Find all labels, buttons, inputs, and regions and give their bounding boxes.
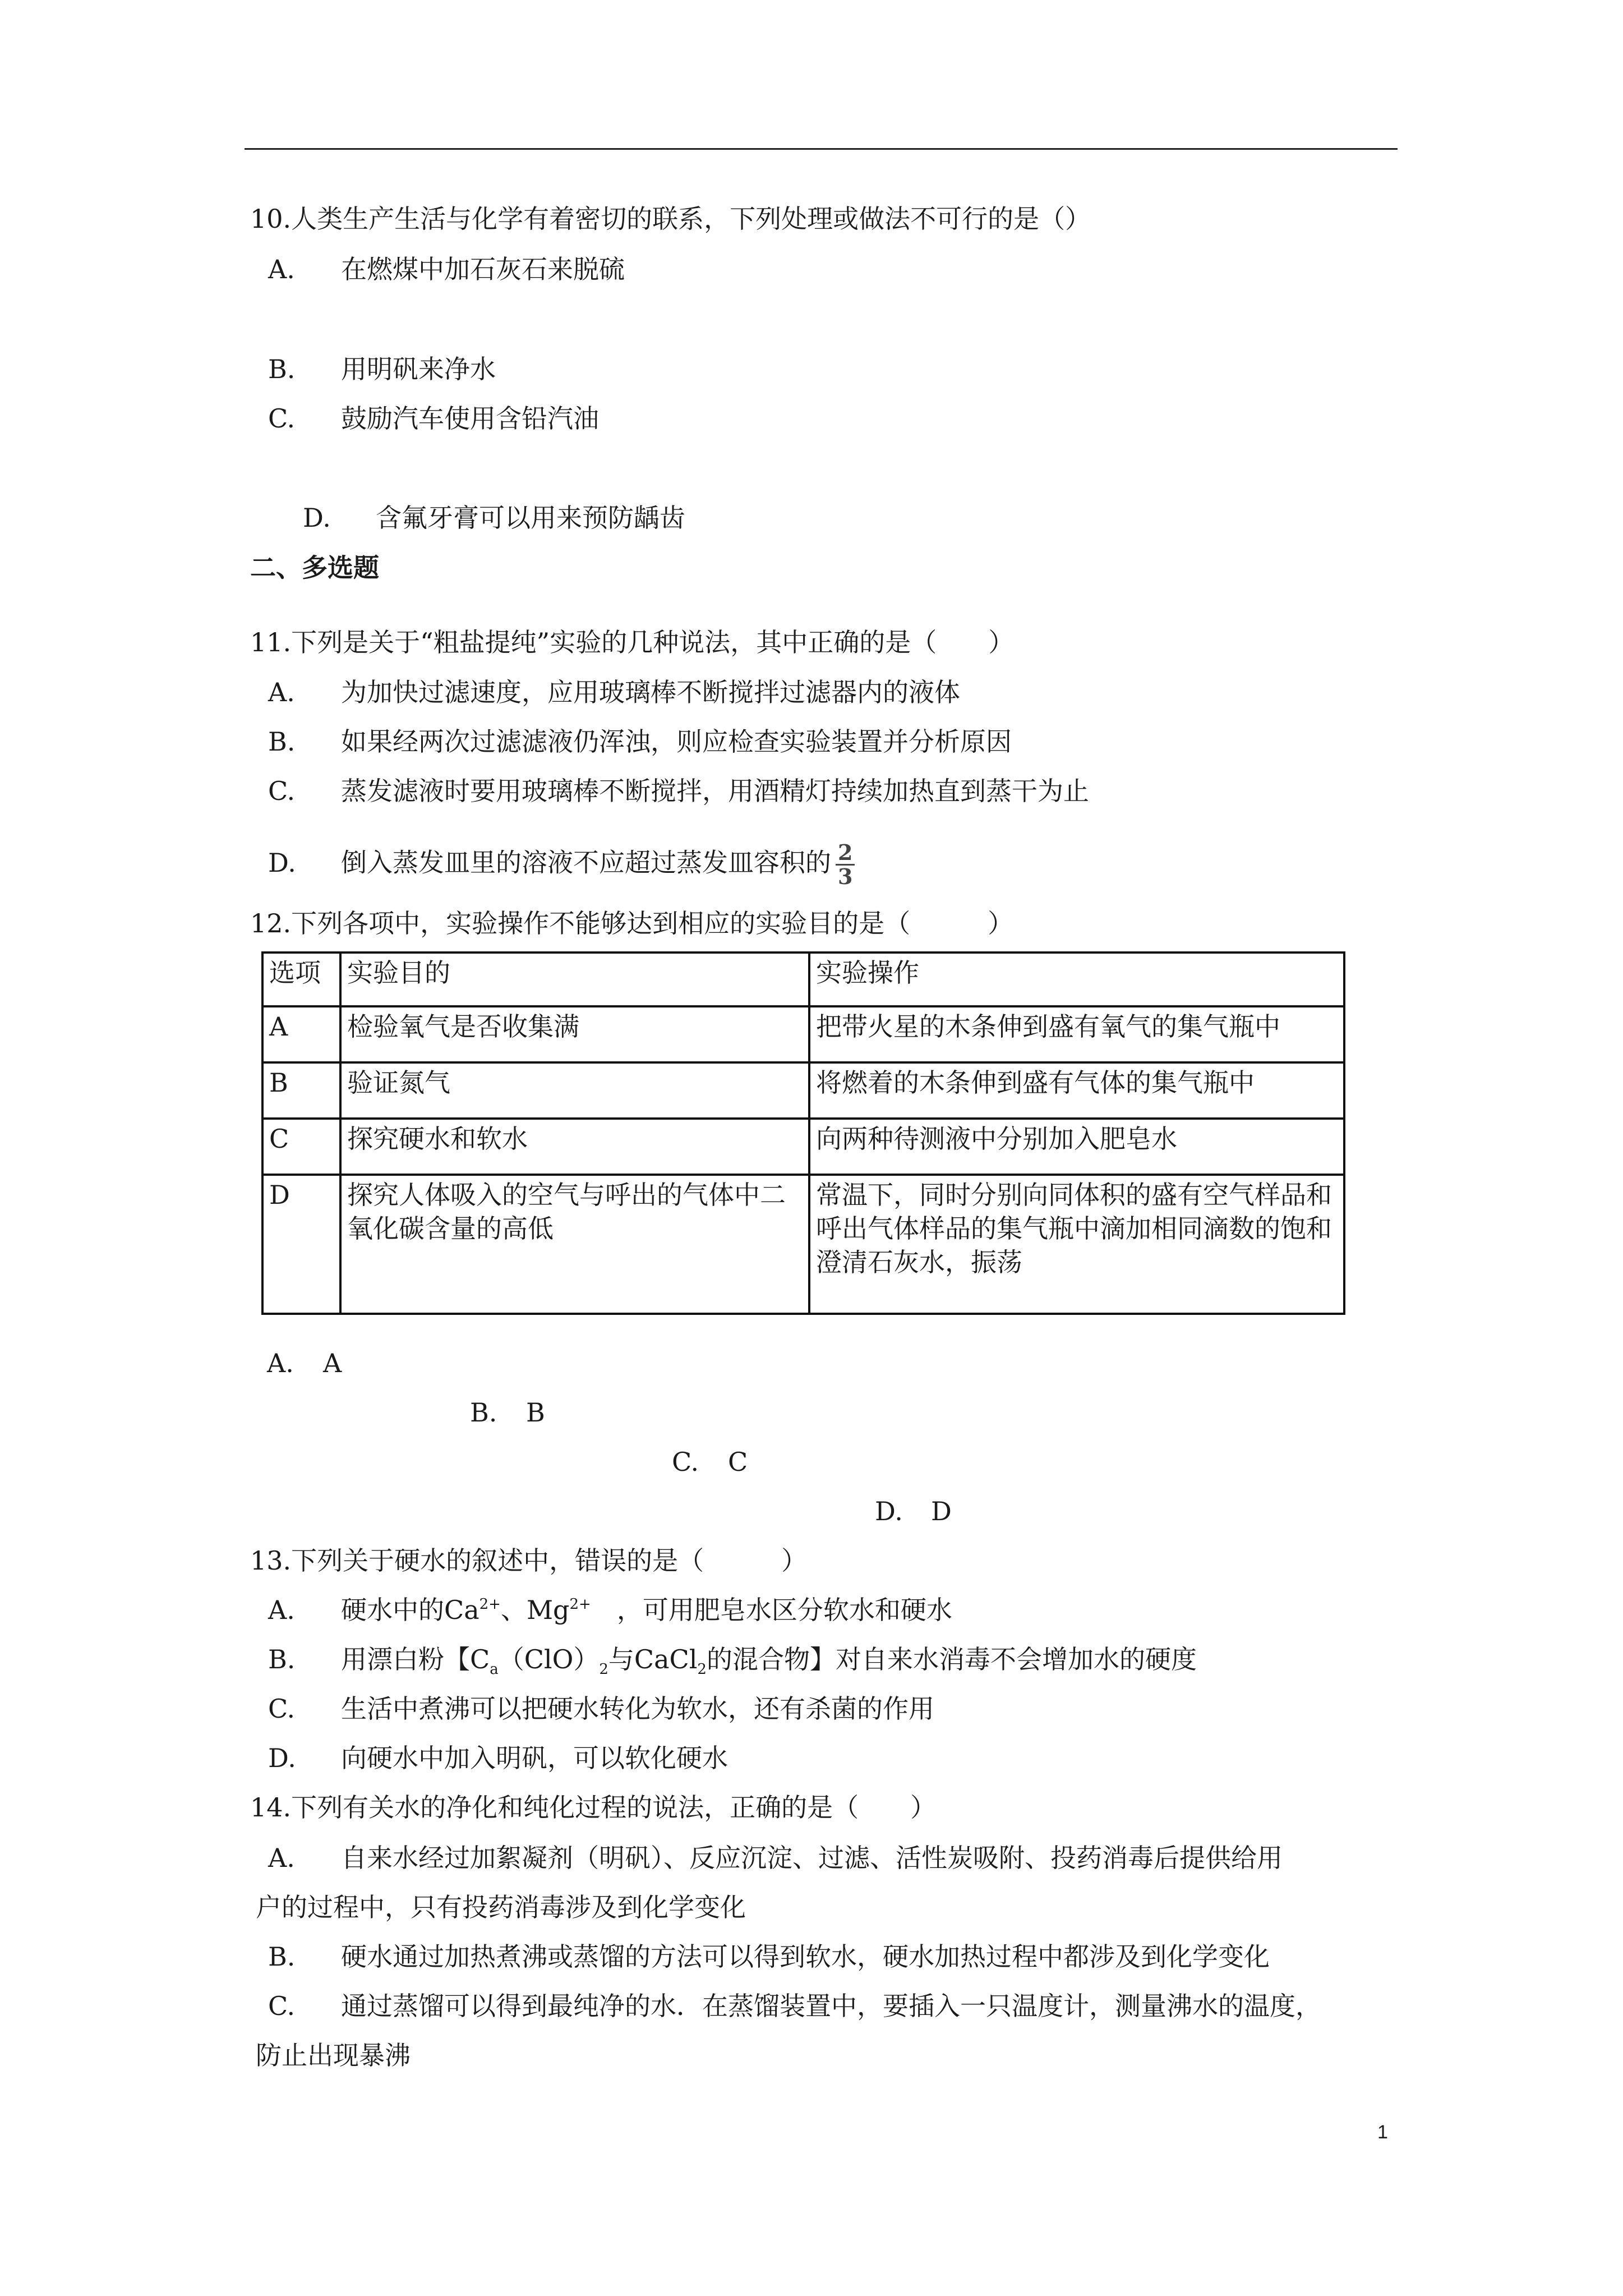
option-label: D. bbox=[875, 1496, 903, 1526]
table-row bbox=[262, 1119, 1344, 1175]
option-text: 用漂白粉【C bbox=[341, 1644, 490, 1674]
option-text: C bbox=[728, 1447, 748, 1477]
q14-stem: 14.下列有关水的净化和纯化过程的说法，正确的是（ ） bbox=[250, 1792, 937, 1823]
option-text: 向硬水中加入明矾，可以软化硬水 bbox=[341, 1743, 728, 1773]
table-row bbox=[262, 1062, 1344, 1119]
option-text: 为加快过滤速度，应用玻璃棒不断搅拌过滤器内的液体 bbox=[341, 677, 960, 707]
table-cell: 常温下，同时分别向同体积的盛有空气样品和呼出气体样品的集气瓶中滴加相同滴数的饱和澄清石灰水，振荡 bbox=[809, 1175, 1344, 1314]
q13-option-b bbox=[268, 1642, 1197, 1676]
option-text: ，可用肥皂水区分软水和硬水 bbox=[591, 1595, 952, 1625]
option-text: 自来水经过加絮凝剂（明矾）、反应沉淀、过滤、活性炭吸附、投药消毒后提供给用 bbox=[341, 1843, 1283, 1873]
table-cell: 探究人体吸入的空气与呼出的气体中二氧化碳含量的高低 bbox=[340, 1175, 809, 1314]
option-text: 鼓励汽车使用含铅汽油 bbox=[341, 403, 599, 434]
q10-option-d bbox=[303, 501, 685, 535]
q14-option-a bbox=[268, 1841, 1283, 1875]
q14-option-c bbox=[268, 1989, 1321, 2023]
option-text: （ClO） bbox=[498, 1644, 600, 1674]
table-row bbox=[262, 1006, 1344, 1062]
table-header-cell: 实验操作 bbox=[809, 953, 1344, 1006]
table-cell: 将燃着的木条伸到盛有气体的集气瓶中 bbox=[809, 1062, 1344, 1119]
option-label: B. bbox=[470, 1397, 497, 1428]
option-text: 、Mg bbox=[500, 1595, 570, 1625]
table-row bbox=[262, 1175, 1344, 1314]
option-label: C. bbox=[268, 776, 296, 806]
q12-option-d bbox=[875, 1494, 952, 1528]
option-text: 生活中煮沸可以把硬水转化为软水，还有杀菌的作用 bbox=[341, 1694, 934, 1724]
q14-option-c-cont: 防止出现暴沸 bbox=[256, 2040, 411, 2070]
option-text: A bbox=[323, 1348, 342, 1378]
q10-option-a bbox=[268, 252, 625, 286]
q11-option-c bbox=[268, 774, 1089, 808]
q12-option-a bbox=[267, 1346, 342, 1380]
q11-option-b bbox=[268, 725, 1012, 758]
option-text: 的混合物】对自来水消毒不会增加水的硬度 bbox=[706, 1644, 1197, 1674]
option-text: B bbox=[526, 1397, 545, 1428]
q13-stem: 13.下列关于硬水的叙述中，错误的是（ ） bbox=[250, 1545, 808, 1576]
option-text: 与CaCl bbox=[608, 1644, 698, 1674]
table-cell: C bbox=[262, 1119, 340, 1175]
option-text: 如果经两次过滤滤液仍浑浊，则应检查实验装置并分析原因 bbox=[341, 726, 1012, 757]
q11-option-d bbox=[268, 841, 855, 888]
fraction bbox=[836, 841, 855, 888]
option-label: A. bbox=[268, 254, 295, 284]
option-label: B. bbox=[268, 354, 296, 384]
q10-option-c bbox=[268, 402, 599, 435]
table-cell: B bbox=[262, 1062, 340, 1119]
q12-option-b bbox=[470, 1396, 545, 1429]
table-cell: 探究硬水和软水 bbox=[340, 1119, 809, 1175]
option-label: A. bbox=[268, 677, 295, 707]
option-text: 通过蒸馏可以得到最纯净的水．在蒸馏装置中，要插入一只温度计，测量沸水的温度， bbox=[341, 1991, 1321, 2021]
table-header-row bbox=[262, 953, 1344, 1006]
q11-stem: 11.下列是关于“粗盐提纯”实验的几种说法，其中正确的是（ ） bbox=[250, 627, 1015, 657]
option-text: 硬水中的Ca bbox=[341, 1595, 479, 1625]
fraction-denominator: 3 bbox=[838, 864, 853, 889]
table-cell: A bbox=[262, 1006, 340, 1062]
option-label: C. bbox=[268, 1694, 296, 1724]
option-label: D. bbox=[268, 1743, 296, 1773]
table-cell: 验证氮气 bbox=[340, 1062, 809, 1119]
option-text: 用明矾来净水 bbox=[341, 354, 496, 384]
q14-option-b bbox=[268, 1940, 1270, 1973]
superscript: 2+ bbox=[479, 1596, 501, 1613]
subscript: 2 bbox=[697, 1661, 707, 1678]
option-label: C. bbox=[268, 403, 296, 434]
q12-stem: 12.下列各项中，实验操作不能够达到相应的实验目的是（ ） bbox=[250, 908, 1014, 938]
fraction-numerator: 2 bbox=[836, 841, 855, 866]
subscript: 2 bbox=[599, 1661, 608, 1678]
option-label: B. bbox=[268, 1941, 296, 1972]
option-label: D. bbox=[268, 847, 296, 878]
q14-option-a-cont: 户的过程中，只有投药消毒涉及到化学变化 bbox=[256, 1892, 746, 1922]
q10-option-b bbox=[268, 352, 496, 386]
option-text: 硬水通过加热煮沸或蒸馏的方法可以得到软水，硬水加热过程中都涉及到化学变化 bbox=[341, 1941, 1270, 1972]
page-number: 1 bbox=[1377, 2122, 1388, 2143]
option-label: C. bbox=[672, 1447, 699, 1477]
option-label: D. bbox=[303, 503, 331, 533]
q12-option-c bbox=[672, 1445, 748, 1479]
q10-stem: 10.人类生产生活与化学有着密切的联系，下列处理或做法不可行的是（） bbox=[250, 204, 1091, 234]
q13-option-c bbox=[268, 1692, 934, 1726]
option-label: B. bbox=[268, 726, 296, 757]
option-text: 倒入蒸发皿里的溶液不应超过蒸发皿容积的 bbox=[341, 847, 831, 878]
q13-option-d bbox=[268, 1741, 728, 1775]
option-label: C. bbox=[268, 1991, 296, 2021]
q11-option-a bbox=[268, 675, 960, 709]
option-text: 在燃煤中加石灰石来脱硫 bbox=[341, 254, 625, 284]
option-text: 蒸发滤液时要用玻璃棒不断搅拌，用酒精灯持续加热直到蒸干为止 bbox=[341, 776, 1089, 806]
subscript: a bbox=[490, 1661, 499, 1678]
option-text: 含氟牙膏可以用来预防龋齿 bbox=[376, 503, 685, 533]
option-label: B. bbox=[268, 1644, 296, 1674]
section-title: 二、多选题 bbox=[250, 553, 379, 583]
table-cell: 向两种待测液中分别加入肥皂水 bbox=[809, 1119, 1344, 1175]
table-header-cell: 选项 bbox=[262, 953, 340, 1006]
header-rule bbox=[245, 148, 1398, 150]
table-cell: 把带火星的木条伸到盛有氧气的集气瓶中 bbox=[809, 1006, 1344, 1062]
option-label: A. bbox=[267, 1348, 294, 1378]
option-label: A. bbox=[268, 1843, 295, 1873]
option-label: A. bbox=[268, 1595, 295, 1625]
table-cell: D bbox=[262, 1175, 340, 1314]
superscript: 2+ bbox=[569, 1596, 591, 1613]
table-header-cell: 实验目的 bbox=[340, 953, 809, 1006]
table-cell: 检验氧气是否收集满 bbox=[340, 1006, 809, 1062]
option-text: D bbox=[931, 1496, 952, 1526]
q13-option-a bbox=[268, 1593, 952, 1627]
q12-table bbox=[261, 951, 1345, 1315]
